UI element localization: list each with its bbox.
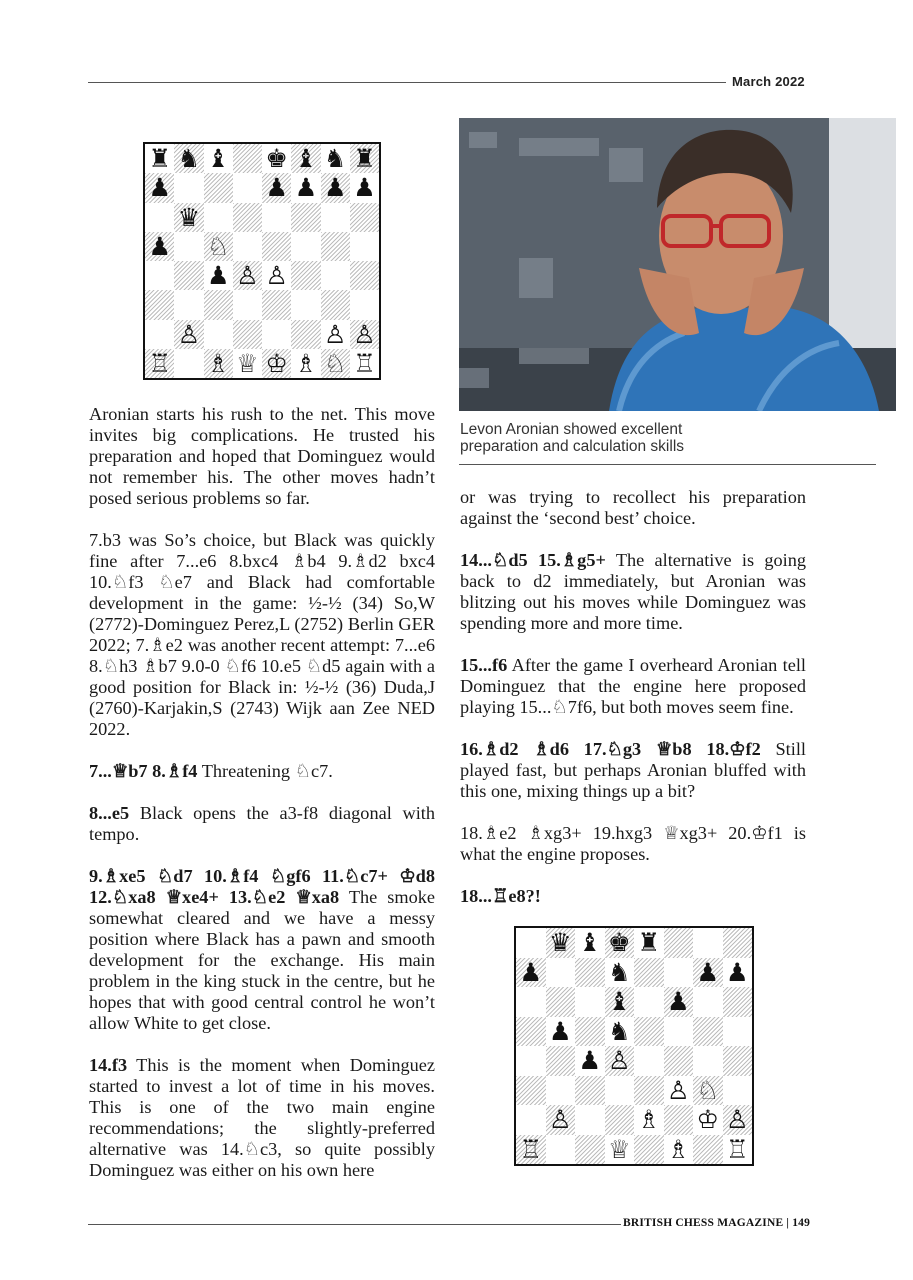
board-square — [546, 1076, 576, 1106]
black-pawn-icon: ♟ — [725, 956, 749, 987]
move-notation: 8...e5 — [89, 803, 130, 823]
black-bishop-icon: ♝ — [294, 144, 318, 174]
board-square — [664, 1017, 694, 1047]
board-square — [693, 1017, 723, 1047]
board-square — [174, 232, 203, 261]
board-square — [321, 232, 350, 261]
board-square — [634, 987, 664, 1017]
right-column — [460, 487, 806, 907]
footer-rule — [88, 1224, 621, 1225]
board-square — [291, 232, 320, 261]
board-square — [145, 261, 174, 290]
paragraph — [89, 803, 435, 845]
white-pawn-icon: ♙ — [607, 1045, 631, 1076]
board-square — [291, 290, 320, 319]
board-square — [516, 928, 546, 958]
photo-caption-line-1: Levon Aronian showed excellent — [460, 421, 683, 438]
paragraph-text: Still played fast, but perhaps Aronian bluffed with this one, mixing things up a bit? — [460, 739, 806, 801]
board-square — [262, 290, 291, 319]
white-king-icon: ♔ — [265, 348, 288, 378]
black-pawn-icon: ♟ — [148, 231, 171, 261]
board-square — [693, 1046, 723, 1076]
board-square — [516, 1046, 546, 1076]
board-square — [204, 320, 233, 349]
white-pawn-icon: ♙ — [177, 319, 201, 349]
board-square — [350, 261, 379, 290]
board-square — [546, 1135, 576, 1165]
paragraph-text: Black opens the a3-f8 diagonal with tempo. — [89, 803, 435, 844]
white-bishop-icon: ♗ — [666, 1133, 690, 1164]
photo-caption-line-2: preparation and calculation skills — [460, 438, 685, 455]
board-square — [174, 290, 203, 319]
board-square — [723, 1076, 753, 1106]
white-pawn-icon: ♙ — [265, 261, 288, 291]
caption-rule — [459, 464, 876, 465]
black-pawn-icon: ♟ — [666, 986, 690, 1017]
board-square — [575, 1017, 605, 1047]
paragraph: Aronian starts his rush to the net. This move invites big complications. He trusted his preparation and hoped that Dominguez would not remember his. The other moves hadn’t posed serious problems so far. — [89, 404, 435, 508]
black-rook-icon: ♜ — [353, 144, 376, 174]
black-pawn-icon: ♟ — [548, 1015, 572, 1046]
board-square — [350, 232, 379, 261]
board-square — [575, 987, 605, 1017]
board-square — [516, 1105, 546, 1135]
board-square — [634, 1135, 664, 1165]
black-pawn-icon: ♟ — [294, 173, 318, 203]
black-queen-icon: ♛ — [177, 202, 201, 232]
board-square — [575, 958, 605, 988]
paragraph-text: The smoke somewhat cleared and we have a messy position where Black has a pawn and smooth development for the exchange. His main problem in the king stuck in the centre, but he hopes that with good central control he won’t allow White to get close. — [89, 887, 435, 1033]
board-square — [291, 320, 320, 349]
board-square — [204, 173, 233, 202]
board-square — [233, 290, 262, 319]
black-knight-icon: ♞ — [607, 1015, 631, 1046]
black-pawn-icon: ♟ — [206, 261, 230, 291]
move-notation: 14.f3 — [89, 1055, 128, 1075]
board-square — [575, 1076, 605, 1106]
board-square — [145, 203, 174, 232]
board-square — [516, 1076, 546, 1106]
paragraph-text: After the game I overheard Aronian tell Dominguez that the engine here proposed playing 15...♘7f6, but both moves seem fine. — [460, 655, 806, 717]
white-queen-icon: ♕ — [236, 348, 259, 378]
move-notation: 7...♕b7 8.♗f4 — [89, 761, 198, 781]
paragraph-text: This is the moment when Dominguez started to invest a lot of time in his moves. This is one of the two main engine recommendations; the slightly-preferred alternative was 14.♘c3, so quite possibly Dominguez was either on his own here — [89, 1055, 435, 1180]
board-square — [174, 173, 203, 202]
paragraph: 18.♗e2 ♗xg3+ 19.hxg3 ♕xg3+ 20.♔f1 is what the engine proposes. — [460, 823, 806, 864]
black-knight-icon: ♞ — [607, 956, 631, 987]
footer-separator: | — [786, 1217, 790, 1229]
chess-diagram-2 — [514, 926, 754, 1166]
board-square — [262, 320, 291, 349]
left-column — [89, 404, 435, 1181]
board-square — [350, 290, 379, 319]
board-square — [634, 1076, 664, 1106]
board-square — [291, 203, 320, 232]
white-pawn-icon: ♙ — [323, 319, 347, 349]
white-rook-icon: ♖ — [725, 1133, 749, 1164]
board-square — [321, 203, 350, 232]
black-knight-icon: ♞ — [323, 144, 347, 174]
board-square — [575, 1135, 605, 1165]
chess-diagram-1 — [143, 142, 381, 380]
black-pawn-icon: ♟ — [696, 956, 720, 987]
white-rook-icon: ♖ — [519, 1133, 543, 1164]
black-bishop-icon: ♝ — [206, 144, 230, 174]
board-square — [664, 958, 694, 988]
player-photo-illustration — [459, 118, 896, 411]
white-king-icon: ♔ — [696, 1104, 720, 1135]
board-square — [634, 1017, 664, 1047]
magazine-name: BRITISH CHESS MAGAZINE — [623, 1217, 784, 1229]
white-bishop-icon: ♗ — [206, 348, 230, 378]
white-pawn-icon: ♙ — [548, 1104, 572, 1135]
board-square — [174, 349, 203, 378]
board-square — [605, 1105, 635, 1135]
black-king-icon: ♚ — [607, 927, 631, 958]
black-bishop-icon: ♝ — [607, 986, 631, 1017]
board-square — [634, 1046, 664, 1076]
black-pawn-icon: ♟ — [519, 956, 543, 987]
black-pawn-icon: ♟ — [353, 173, 376, 203]
paragraph — [460, 739, 806, 802]
board-square — [664, 1105, 694, 1135]
board-square — [605, 1076, 635, 1106]
white-bishop-icon: ♗ — [294, 348, 318, 378]
board-square — [546, 987, 576, 1017]
board-square — [204, 290, 233, 319]
white-bishop-icon: ♗ — [637, 1104, 661, 1135]
board-square — [204, 203, 233, 232]
black-rook-icon: ♜ — [637, 927, 661, 958]
board-square — [262, 203, 291, 232]
paragraph — [460, 655, 806, 718]
board-square — [291, 261, 320, 290]
white-knight-icon: ♘ — [696, 1074, 720, 1105]
player-photo — [459, 118, 896, 411]
board-square — [233, 320, 262, 349]
page-number: 149 — [792, 1217, 811, 1229]
board-square — [634, 958, 664, 988]
black-pawn-icon: ♟ — [148, 173, 171, 203]
board-square — [723, 928, 753, 958]
board-square — [664, 1046, 694, 1076]
black-pawn-icon: ♟ — [323, 173, 347, 203]
issue-date: March 2022 — [732, 74, 805, 89]
board-square — [145, 290, 174, 319]
white-pawn-icon: ♙ — [666, 1074, 690, 1105]
black-pawn-icon: ♟ — [265, 173, 288, 203]
white-pawn-icon: ♙ — [353, 319, 376, 349]
photo-caption — [460, 421, 880, 455]
paragraph: 7.b3 was So’s choice, but Black was quickly fine after 7...e6 8.bxc4 ♗b4 9.♗d2 bxc4 10.♘f3 ♘e7 and Black had comfortable development in the game: ½-½ (34) So,W (2772)-Dominguez Perez,L (2752) Berlin GER 2022; 7.♗e2 was another recent attempt: 7...e6 8.♘h3 ♗b7 9.0-0 ♘f6 10.e5 ♘d5 again with a good position for Black in: ½-½ (36) Duda,J (2760)-Karjakin,S (2743) Wijk aan Zee NED 2022. — [89, 530, 435, 739]
move-notation: 9.♗xe5 ♘d7 10.♗f4 ♘gf6 11.♘c7+ ♔d8 12.♘xa8 ♕xe4+ 13.♘e2 ♕xa8 — [89, 866, 435, 907]
black-bishop-icon: ♝ — [578, 927, 602, 958]
board-square — [233, 232, 262, 261]
board-square — [174, 261, 203, 290]
black-queen-icon: ♛ — [548, 927, 572, 958]
white-pawn-icon: ♙ — [725, 1104, 749, 1135]
board-square — [575, 1105, 605, 1135]
board-square — [321, 261, 350, 290]
move-notation: 16.♗d2 ♗d6 17.♘g3 ♕b8 18.♔f2 — [460, 739, 761, 759]
board-square — [262, 232, 291, 261]
white-rook-icon: ♖ — [148, 348, 171, 378]
board-square — [723, 1017, 753, 1047]
board-square — [233, 144, 262, 173]
board-square — [723, 987, 753, 1017]
white-rook-icon: ♖ — [353, 348, 376, 378]
page-footer — [623, 1217, 810, 1229]
board-square — [693, 1135, 723, 1165]
white-knight-icon: ♘ — [323, 348, 347, 378]
black-rook-icon: ♜ — [148, 144, 171, 174]
paragraph — [89, 761, 435, 782]
paragraph — [89, 866, 435, 1034]
black-knight-icon: ♞ — [177, 144, 201, 174]
paragraph — [89, 1055, 435, 1181]
board-square — [321, 290, 350, 319]
white-knight-icon: ♘ — [206, 231, 230, 261]
board-square — [350, 203, 379, 232]
move-notation: 14...♘d5 15.♗g5+ — [460, 550, 606, 570]
board-square — [546, 958, 576, 988]
board-square — [723, 1046, 753, 1076]
board-square — [693, 928, 723, 958]
paragraph — [460, 886, 806, 907]
header-rule — [88, 82, 726, 83]
board-square — [233, 203, 262, 232]
white-pawn-icon: ♙ — [236, 261, 259, 291]
board-square — [516, 1017, 546, 1047]
board-square — [664, 928, 694, 958]
paragraph-text: Threatening ♘c7. — [197, 761, 333, 781]
move-notation: 15...f6 — [460, 655, 508, 675]
board-square — [233, 173, 262, 202]
paragraph-text: The alternative is going back to d2 immediately, but Aronian was blitzing out his moves while Dominguez was spending more and more time. — [460, 550, 806, 633]
board-square — [546, 1046, 576, 1076]
black-king-icon: ♚ — [265, 144, 288, 174]
move-notation: 18...♖e8?! — [460, 886, 541, 906]
board-square — [145, 320, 174, 349]
paragraph: or was trying to recollect his preparation against the ‘second best’ choice. — [460, 487, 806, 528]
black-pawn-icon: ♟ — [578, 1045, 602, 1076]
white-queen-icon: ♕ — [607, 1133, 631, 1164]
board-square — [693, 987, 723, 1017]
paragraph — [460, 550, 806, 634]
board-square — [516, 987, 546, 1017]
